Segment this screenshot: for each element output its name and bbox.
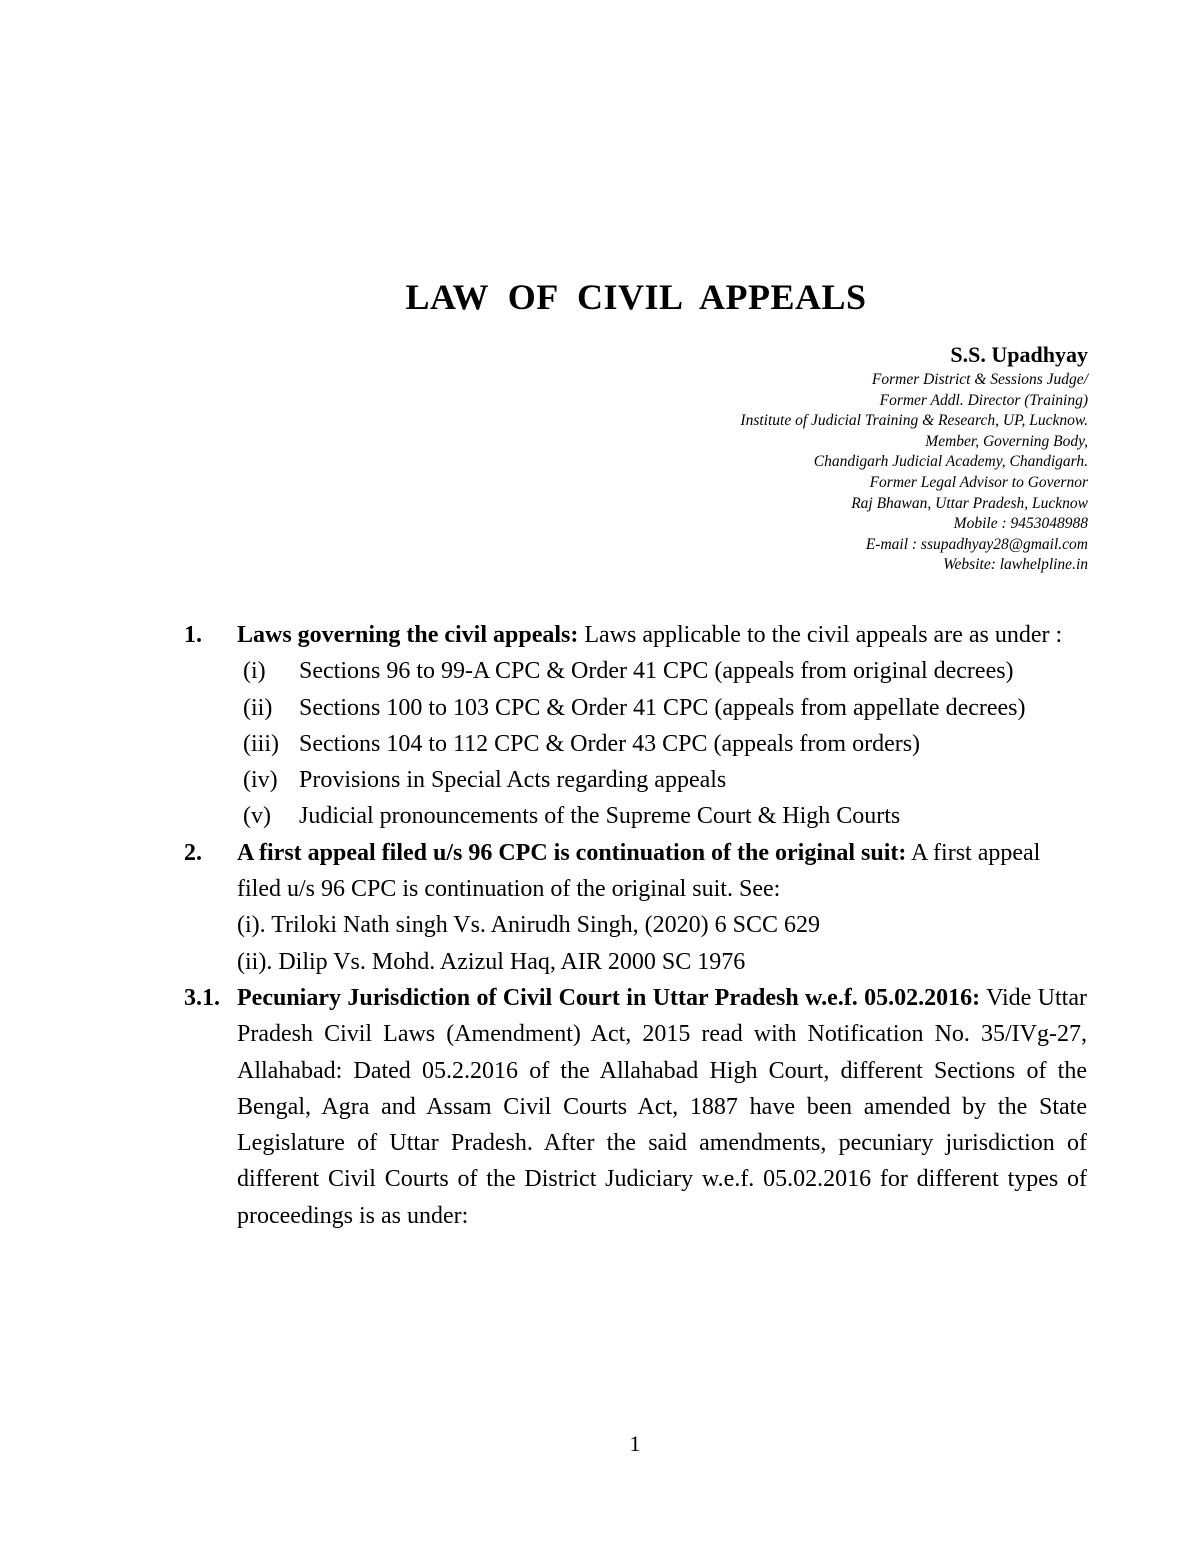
- author-block: [740, 340, 1088, 576]
- list-item-text: Provisions in Special Acts regarding appeals: [299, 767, 727, 794]
- author-detail-line: Member, Governing Body,: [925, 432, 1088, 450]
- section-paragraph: [237, 835, 1087, 908]
- list-item-number: (i): [243, 658, 266, 685]
- section-1: [184, 617, 1087, 835]
- section-text: Vide Uttar Pradesh Civil Laws (Amendment) Act, 2015 read with Notification No. 35/IVg-27, Allahabad: Dated 05.2.2016 of the Allahabad High Court, different Sections of the Bengal, Agra and Assam Civil Courts Act, 1887 have been amended by the State Legislature of Uttar Pradesh. After the said amendments, pecuniary jurisdiction of different Civil Courts of the District Judiciary w.e.f. 05.02.2016 for different types of proceedings is as under:: [237, 984, 1087, 1229]
- author-website: Website: lawhelpline.in: [943, 556, 1088, 574]
- section-number: 2.: [184, 839, 202, 866]
- author-detail-line: Institute of Judicial Training & Research, UP, Lucknow.: [740, 412, 1088, 430]
- list-item-number: (v): [243, 803, 271, 830]
- section-3-1: [184, 980, 1087, 1234]
- author-detail-line: Raj Bhawan, Uttar Pradesh, Lucknow: [851, 494, 1088, 512]
- author-detail-line: Former Addl. Director (Training): [879, 391, 1088, 409]
- section-paragraph: [237, 980, 1087, 1234]
- document-body: [184, 617, 1087, 1234]
- section-heading: Laws governing the civil appeals:: [237, 622, 579, 648]
- author-email: E-mail : ssupadhyay28@gmail.com: [865, 535, 1088, 553]
- section-number: 1.: [184, 622, 202, 648]
- list-item-text: Judicial pronouncements of the Supreme Court & High Courts: [299, 803, 901, 830]
- author-detail-line: Former Legal Advisor to Governor: [869, 473, 1088, 491]
- list-item-number: (iv): [243, 767, 278, 794]
- section-paragraph: [237, 617, 1087, 653]
- list-item-text: Sections 96 to 99-A CPC & Order 41 CPC (appeals from original decrees): [299, 658, 1014, 685]
- section-text: A first appeal filed u/s 96 CPC is continuation of the original suit. See:: [237, 839, 1041, 903]
- section-text: Laws applicable to the civil appeals are as under :: [578, 622, 1063, 648]
- section-2: [184, 835, 1087, 980]
- citation-line: (ii). Dilip Vs. Mohd. Azizul Haq, AIR 2000 SC 1976: [237, 948, 746, 975]
- list-item: [237, 726, 1087, 762]
- list-item-text: Sections 100 to 103 CPC & Order 41 CPC (appeals from appellate decrees): [299, 694, 1026, 721]
- section-number: 3.1.: [184, 984, 220, 1011]
- document-title: LAW OF CIVIL APPEALS: [405, 277, 867, 317]
- list-item: [237, 653, 1087, 689]
- list-item: [237, 690, 1087, 726]
- author-detail-line: Chandigarh Judicial Academy, Chandigarh.: [813, 453, 1088, 471]
- author-mobile: Mobile : 9453048988: [953, 515, 1088, 533]
- list-item: [237, 798, 1087, 834]
- author-name: S.S. Upadhyay: [950, 342, 1088, 367]
- list-item-text: Sections 104 to 112 CPC & Order 43 CPC (appeals from orders): [299, 730, 921, 757]
- section-heading: A first appeal filed u/s 96 CPC is continuation of the original suit:: [237, 839, 907, 866]
- list-item-number: (ii): [243, 694, 273, 721]
- section-heading: Pecuniary Jurisdiction of Civil Court in Uttar Pradesh w.e.f. 05.02.2016:: [237, 984, 981, 1011]
- page-number: 1: [629, 1431, 641, 1456]
- author-detail-line: Former District & Sessions Judge/: [871, 371, 1088, 388]
- list-item-number: (iii): [243, 730, 279, 757]
- list-item: [237, 762, 1087, 798]
- citation-line: (i). Triloki Nath singh Vs. Anirudh Singh, (2020) 6 SCC 629: [237, 912, 820, 939]
